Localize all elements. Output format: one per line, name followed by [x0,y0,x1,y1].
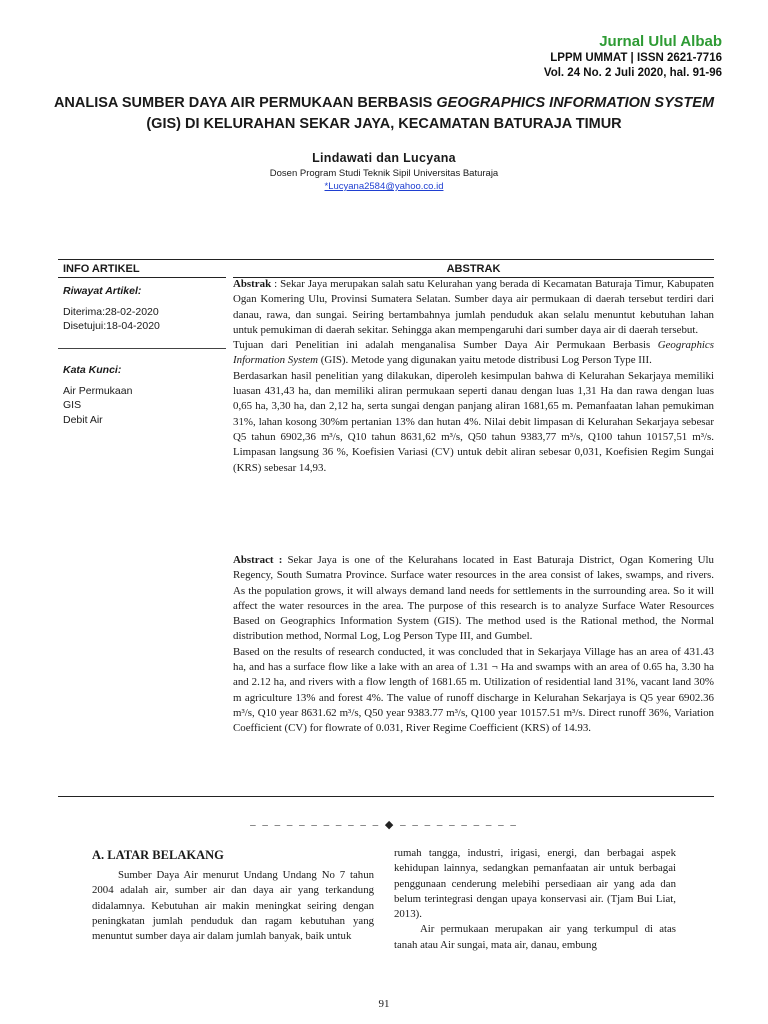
info-heading: INFO ARTIKEL [63,263,140,275]
author-email-link[interactable]: *Lucyana2584@yahoo.co.id [324,181,444,192]
abstrak-paragraph-2-italic: Geographics Information System [233,339,714,367]
abstract-paragraph-2: Based on the results of research conducted, it was concluded that in Sekarjaya Village has an area of 431.43 ha, and has a surface flow like a lake with an area of 1.31 ¬ Ha and swamps with an area of 0.65 ha, 3.30 ha and 2.12 ha, and rivers with a flow length of 1681.65 m. Utilization of residential land 31%, vacant land 30% m agriculture 13% and forest 4%. The value of runoff discharge in Kelurahan Sekarjaya is Q5 year 6902.36 m³/s, Q10 year 8631.62 m³/s, Q50 year 9383.77 m³/s, Q100 year 10157.51 m³/s. Direct runoff 36%, Variation Coefficient (CV) for flowrate of 0.031, River Regime Coefficient (KRS) of 14.93. [233,645,714,735]
abstract-heading: ABSTRAK [446,263,501,275]
title-line2: (GIS) DI KELURAHAN SEKAR JAYA, KECAMATAN BATURAJA TIMUR [146,116,622,132]
abstract-indonesian [233,277,714,476]
abstrak-paragraph-2-start: Tujuan dari Penelitian ini adalah menganalisa Sumber Daya Air Permukaan Berbasis [233,339,658,352]
keyword-item: GIS [63,399,82,411]
page-number: 91 [378,998,390,1010]
accepted-date: Disetujui:18-04-2020 [63,320,160,332]
section-ornament: – – – – – – – – – – – ◆ – – – – – – – – – – [250,819,518,831]
author-affiliation: Dosen Program Studi Teknik Sipil Universitas Baturaja [269,168,499,179]
section-heading: A. LATAR BELAKANG [92,848,224,862]
keyword-item: Air Permukaan [63,384,133,397]
volume-line: Vol. 24 No. 2 Juli 2020, hal. 91-96 [543,67,722,79]
sidebar-divider [58,348,226,349]
abstrak-label: Abstrak [233,278,272,290]
abstract-label: Abstract : [233,554,283,566]
bottom-divider [58,796,714,797]
journal-header [544,33,722,81]
author-block [0,150,768,193]
keyword-item: Debit Air [63,413,103,426]
received-date: Diterima:28-02-2020 [63,305,159,318]
history-label: Riwayat Artikel: [63,285,142,297]
keywords-label: Kata Kunci: [63,364,122,376]
body-paragraph: Air permukaan merupakan air yang terkumpul di atas tanah atau Air sungai, mata air, danau, embung [394,923,676,951]
title-line1-italic: GEOGRAPHICS INFORMATION SYSTEM [436,95,715,111]
article-history [63,284,223,334]
body-paragraph: Sumber Daya Air menurut Undang Undang No 7 tahun 2004 adalah air, sumber air dan daya air yang terkandung didalamnya. Kebutuhan air makin meningkat seiring dengan peningkatan jumlah penduduk dan ragam kebutuhan yang menuntut sumber daya air dalam jumlah banyak, baik untuk [92,869,374,943]
body-right-column [394,846,676,953]
top-divider [58,259,714,260]
abstract-english [233,553,714,737]
title-line1-prefix: ANALISA SUMBER DAYA AIR PERMUKAAN BERBASIS [53,95,437,111]
author-names: Lindawati dan Lucyana [312,151,456,165]
abstrak-paragraph-1: : Sekar Jaya merupakan salah satu Kelurahan yang berada di Kecamatan Baturaja Timur, Kabupaten Ogan Komering Ulu, Provinsi Sumatera Selatan. Sumber daya air permukaan di daerah tersebut terdiri dari danau, rawa, dan sungai. Seiring bertambahnya jumlah penduduk akan selalu menuntut kebutuhan lahan untuk pemukiman di daerah sekitar. Sehingga akan mempengaruhi dari sumber daya air di daerah tersebut. [233,278,714,336]
paper-title [40,93,728,135]
body-paragraph: rumah tangga, industri, irigasi, energi, dan berbagai aspek kehidupan lainnya, sedangkan pemanfaatan air untuk berbagai penggunaan cenderung melebihi persediaan air yang ada dan belum terintegrasi dengan upaya konservasi air. (Tjam Bui Liat, 2013). [394,847,676,921]
abstrak-paragraph-2-end: (GIS). Metode yang digunakan yaitu metode distribusi Log Person Type III. [318,354,652,367]
issn-line: LPPM UMMAT | ISSN 2621-7716 [550,52,722,64]
abstract-paragraph-1: Sekar Jaya is one of the Kelurahans located in East Baturaja District, Ogan Komering Ulu Regency, South Sumatra Province. Surface water resources in the area consist of lakes, swamps, and rivers. As the population grows, it will always demand land needs for settlements in the surrounding area. So it will affect the water resources in the area. The purpose of this research is to analyze Surface Water Resources Based on Geographics Information System (GIS). The method used is the Rational method, the Normal distribution method, Normal Log, Log Person Type III, and Gumbel. [233,554,714,643]
info-heading-rule [58,277,226,278]
body-left-column [92,846,374,944]
abstrak-paragraph-3: Berdasarkan hasil penelitian yang dilakukan, diperoleh kesimpulan bahwa di Kelurahan Sekarjaya memiliki luasan 431,43 ha, dan memiliki aliran permukaan seperti danau dengan luas 1,31 Ha dan rawa dengan luas 0,65 ha, 3,30 ha, dan 2,12 ha, serta sungai dengan panjang aliran 1681,65 m. Pemanfaatan lahan pemukiman 31%, lahan kosong 30%m pertanian 13% dan hutan 4%. Nilai debit limpasan di Kelurahan Sekarjaya sebesar Q5 tahun 6902,36 m³/s, Q10 tahun 8631,62 m³/s, Q50 tahun 9383,77 m³/s, Q100 tahun 10157,51 m³/s. Limpasan langsung 36 %, Koefisien Variasi (CV) untuk debit aliran sebesar 0,031, Koefisien Regim Sungai (KRS) sebesar 14,93. [233,369,714,474]
keywords-block [63,363,223,427]
journal-name: Jurnal Ulul Albab [599,33,722,50]
